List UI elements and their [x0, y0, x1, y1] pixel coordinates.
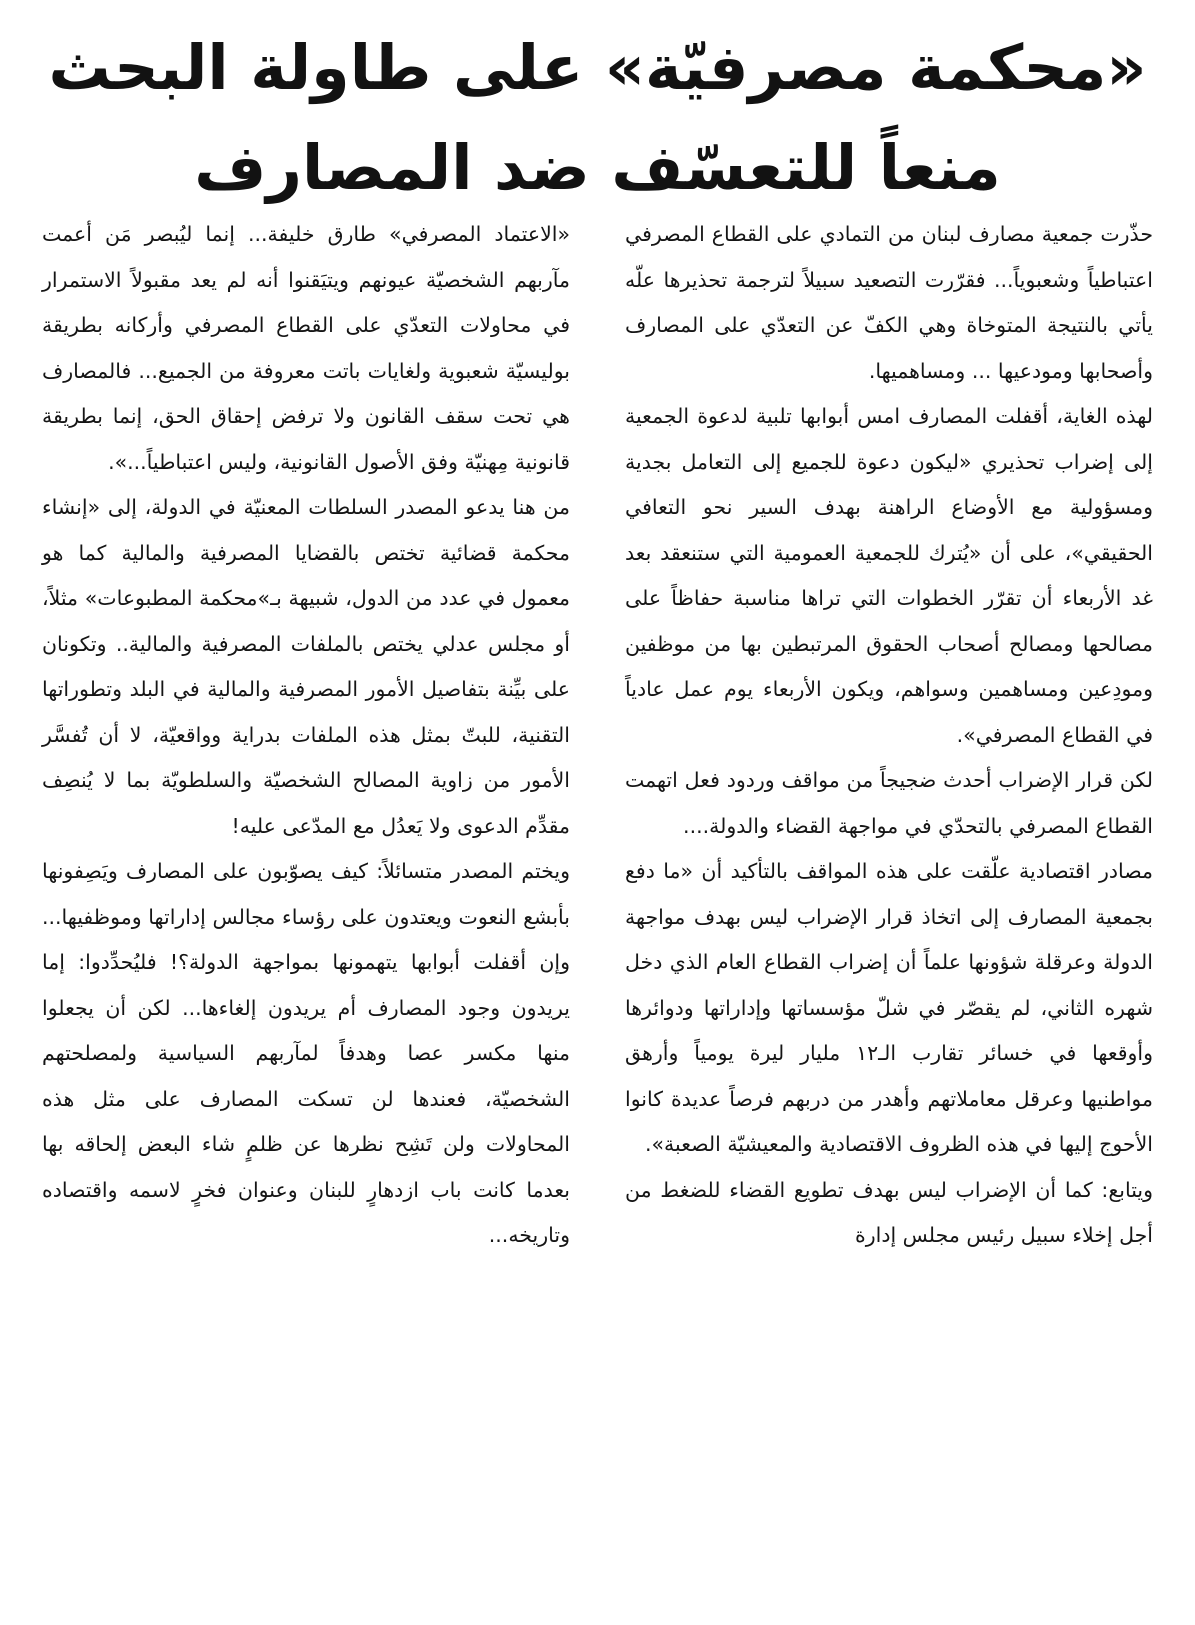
headline-line-1: «محكمة مصرفيّة» على طاولة البحث: [48, 31, 1147, 104]
paragraph: لكن قرار الإضراب أحدث ضجيجاً من مواقف وردود فعل اتهمت القطاع المصرفي بالتحدّي في مواجهة القضاء والدولة....: [625, 768, 1153, 838]
paragraph: لهذه الغاية، أقفلت المصارف امس أبوابها تلبية لدعوة الجمعية إلى إضراب تحذيري «ليكون دعوة للجميع إلى التعامل بجدية ومسؤولية مع الأوضاع الراهنة بهدف السير نحو التعافي الحقيقي»، على أن «يُترك للجمعية العمومية التي ستنعقد بعد غد الأربعاء أن تقرّر الخطوات التي تراها مناسبة حفاظاً على مصالحها ومصالح أصحاب الحقوق المرتبطين بها من موظفين ومودِعين ومساهمين وسواهم، ويكون الأربعاء يوم عمل عادياً في القطاع المصرفي».: [625, 404, 1153, 747]
headline-line-2: منعاً للتعسّف ضد المصارف: [194, 131, 1001, 204]
paragraph: «الاعتماد المصرفي» طارق خليفة... إنما ليُبصر مَن أعمت مآربهم الشخصيّة عيونهم ويتيَقنوا أنه لم يعد مقبولاً الاستمرار في محاولات التعدّي على القطاع المصرفي وأركانه بطريقة بوليسيّة شعبوية ولغايات باتت معروفة من الجميع... فالمصارف هي تحت سقف القانون ولا ترفض إحقاق الحق، إنما بطريقة قانونية مِهنيّة وفق الأصول القانونية، وليس اعتباطياً...».: [42, 222, 570, 474]
article-column-left: [42, 212, 570, 1259]
paragraph: مصادر اقتصادية علّقت على هذه المواقف بالتأكيد أن «ما دفع بجمعية المصارف إلى اتخاذ قرار الإضراب ليس بهدف مواجهة الدولة وعرقلة شؤونها علماً أن إضراب القطاع العام الذي دخل شهره الثاني، لم يقصّر في شلّ مؤسساتها وإداراتها ودوائرها وأوقعها في خسائر تقارب الـ١٢ مليار ليرة يومياً وأرهق مواطنيها وعرقل معاملاتهم وأهدر من دربهم فرصاً عديدة كانوا الأحوج إليها في هذه الظروف الاقتصادية والمعيشيّة الصعبة».: [625, 859, 1153, 1156]
paragraph: ويختم المصدر متسائلاً: كيف يصوّبون على المصارف ويَصِفونها بأبشع النعوت ويعتدون على رؤساء مجالس إداراتها وموظفيها... وإن أقفلت أبوابها يتهمونها بمواجهة الدولة؟! فليُحدِّدوا: إما يريدون وجود المصارف أم يريدون إلغاءها... لكن أن يجعلوا منها مكسر عصا وهدفاً لمآربهم السياسية ولمصلحتهم الشخصيّة، فعندها لن تسكت المصارف على مثل هذه المحاولات ولن تَشِح نظرها عن ظلمٍ شاء البعض إلحاقه بها بعدما كانت باب ازدهارٍ للبنان وعنوان فخرٍ لاسمه واقتصاده وتاريخه...: [42, 859, 570, 1247]
paragraph: من هنا يدعو المصدر السلطات المعنيّة في الدولة، إلى «إنشاء محكمة قضائية تختص بالقضايا المصرفية والمالية كما هو معمول في عدد من الدول، شبيهة بـ»محكمة المطبوعات» مثلاً، أو مجلس عدلي يختص بالملفات المصرفية والمالية.. وتكونان على بيِّنة بتفاصيل الأمور المصرفية والمالية في البلد وتطوراتها التقنية، للبتّ بمثل هذه الملفات بدراية وواقعيّة، لا أن تُفسَّر الأمور من زاوية المصالح الشخصيّة والسلطويّة بما لا يُنصِف مقدِّم الدعوى ولا يَعدُل مع المدّعى عليه!: [42, 495, 570, 838]
paragraph: ويتابع: كما أن الإضراب ليس بهدف تطويع القضاء للضغط من أجل إخلاء سبيل رئيس مجلس إدارة: [625, 1177, 1153, 1247]
article-column-right: [625, 212, 1153, 1259]
headline: [30, 18, 1165, 218]
paragraph: حذّرت جمعية مصارف لبنان من التمادي على القطاع المصرفي اعتباطياً وشعبوياً... فقرّرت التصعيد سبيلاً لترجمة تحذيرها علّه يأتي بالنتيجة المتوخاة وهي الكفّ عن التعدّي على المصارف وأصحابها ومودعيها ... ومساهميها.: [625, 222, 1153, 383]
